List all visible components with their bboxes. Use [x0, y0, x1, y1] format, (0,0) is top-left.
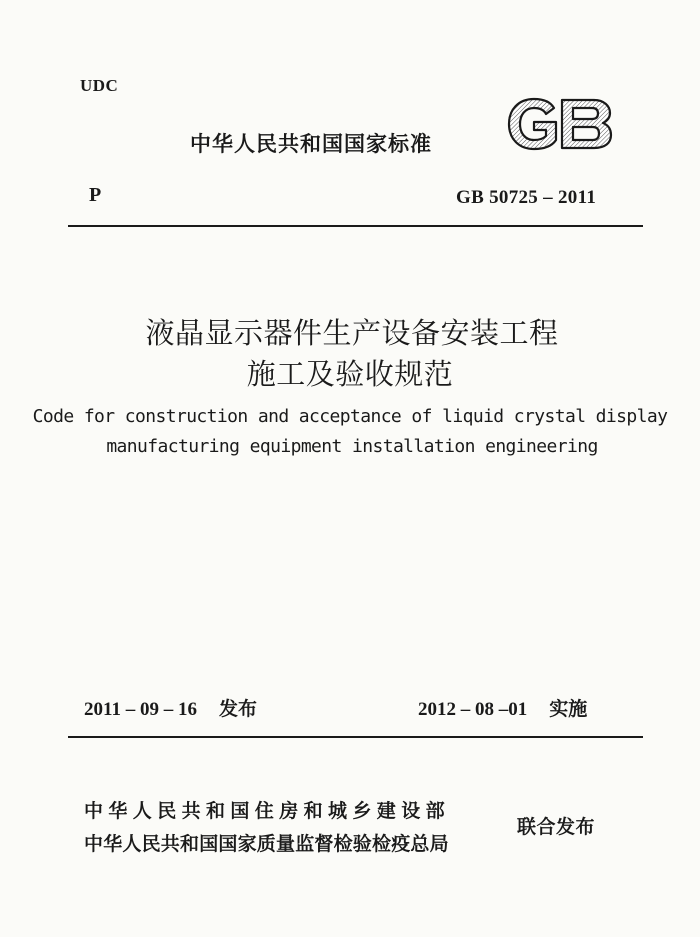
classification-code: P	[89, 184, 102, 206]
standard-type-title: 中华人民共和国国家标准	[190, 132, 432, 156]
implementation-date: 2012 – 08 –01	[418, 699, 528, 720]
bottom-divider	[68, 736, 643, 738]
english-title-line2: manufacturing equipment installation engineering	[106, 436, 598, 457]
issue-date: 2011 – 09 – 16	[84, 699, 197, 720]
chinese-title-line1: 液晶显示器件生产设备安装工程	[145, 316, 559, 350]
chinese-title-line2: 施工及验收规范	[246, 357, 454, 391]
gb-logo	[506, 96, 614, 152]
standard-number: GB 50725 – 2011	[456, 187, 597, 208]
top-divider	[68, 225, 643, 227]
issuer-quality-administration: 中华人民共和国国家质量监督检验检疫总局	[84, 833, 449, 855]
joint-issue-label: 联合发布	[517, 816, 596, 838]
implementation-label: 实施	[549, 698, 588, 720]
udc-label: UDC	[80, 76, 119, 95]
implementation-date-block	[418, 694, 587, 721]
issue-date-block	[84, 694, 257, 721]
issuer-ministry-housing: 中华人民共和国住房和城乡建设部	[84, 800, 451, 822]
issue-label: 发布	[218, 698, 257, 720]
english-title-line1: Code for construction and acceptance of liquid crystal display	[32, 406, 668, 427]
